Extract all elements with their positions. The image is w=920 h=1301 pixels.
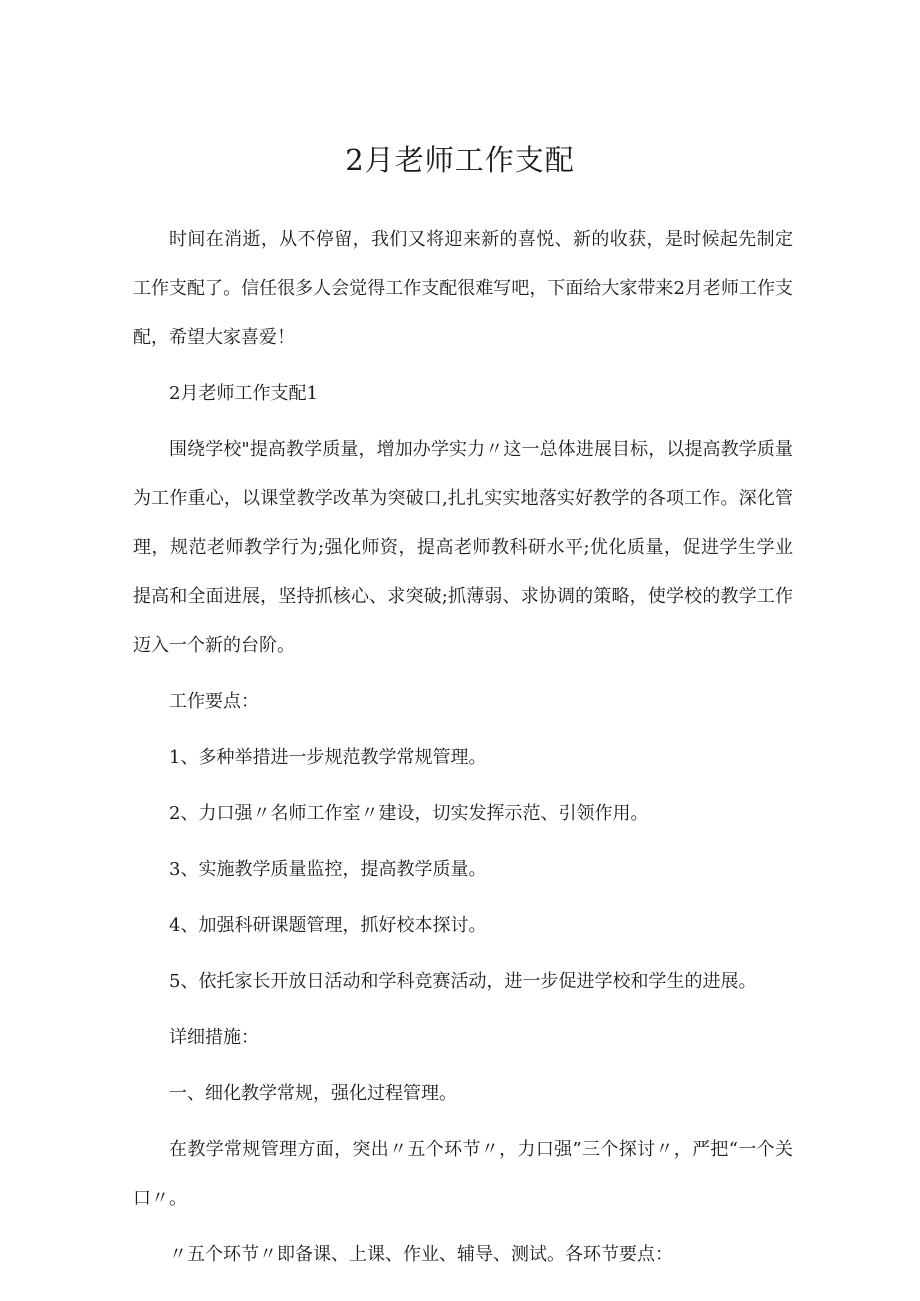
document-title: 2月老师工作支配 xyxy=(345,143,575,177)
list-item: 1、多种举措进一步规范教学常规管理。 xyxy=(169,747,487,768)
list-item: 3、实施教学质量监控，提高教学质量。 xyxy=(169,859,487,880)
body-paragraph: 〃五个环节〃即备课、上课、作业、辅导、测试。各环节要点： xyxy=(169,1244,673,1265)
subheading-section-one: 一、细化教学常规，强化过程管理。 xyxy=(169,1083,457,1104)
list-item: 5、依托家长开放日活动和学科竞赛活动，进一步促进学校和学生的进展。 xyxy=(169,971,757,992)
subheading-measures: 详细措施： xyxy=(169,1027,259,1048)
section-heading: 2月老师工作支配1 xyxy=(169,383,318,404)
list-item: 2、力口强〃名师工作室〃建设，切实发挥示范、引领作用。 xyxy=(169,803,649,824)
subheading-work-points: 工作要点： xyxy=(169,691,259,712)
body-paragraph: 围绕学校"提高教学质量，增加办学实力〃这一总体进展目标，以提高教学质量为工作重心，以课堂教学改革为突破口,扎扎实实地落实好教学的各项工作。深化管理，规范老师教学行为;强化师资，提高老师教科研水平;优化质量，促进学生学业提高和全面进展，坚持抓核心、求突破;抓薄弱、求协调的策略，使学校的教学工作迈入一个新的台阶。 xyxy=(133,439,793,656)
body-paragraph: 在教学常规管理方面，突出〃五个环节〃，力口强”三个探讨〃，严把“一个关口〃。 xyxy=(133,1139,793,1209)
intro-paragraph: 时间在消逝，从不停留，我们又将迎来新的喜悦、新的收获，是时候起先制定工作支配了。信任很多人会觉得工作支配很难写吧，下面给大家带来2月老师工作支配，希望大家喜爱！ xyxy=(133,229,793,348)
list-item: 4、加强科研课题管理，抓好校本探讨。 xyxy=(169,915,487,936)
document-body xyxy=(133,215,793,1279)
